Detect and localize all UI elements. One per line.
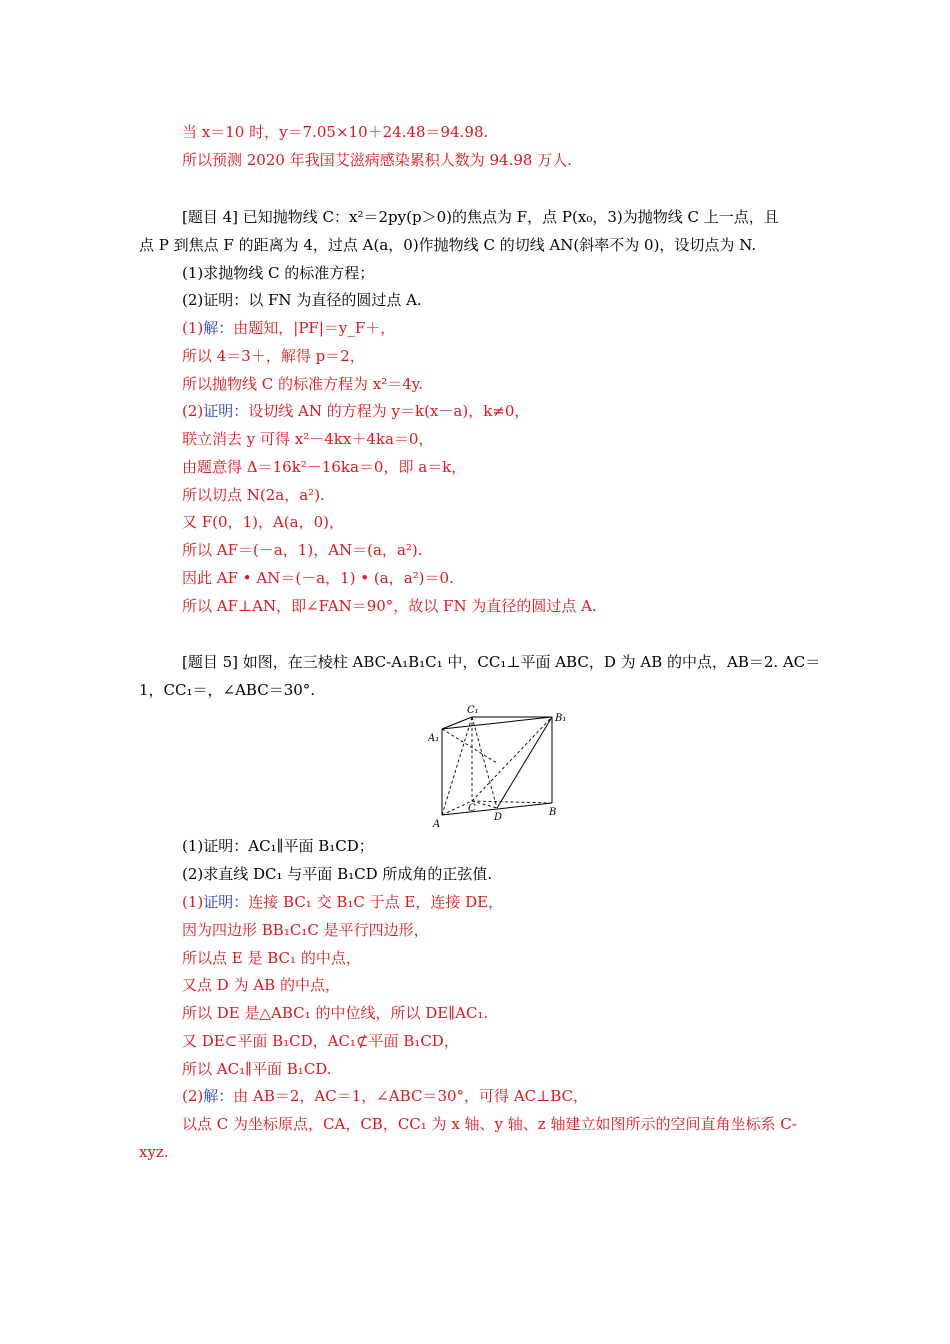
- problem5-question-1: (1)证明：AC₁∥平面 B₁CD；: [182, 837, 374, 855]
- problem5-stem-line2: 1，CC₁＝，∠ABC＝30°.: [139, 681, 316, 699]
- problem4-question-2: (2)证明：以 FN 为直径的圆过点 A.: [182, 291, 422, 309]
- segment-c1-d: [472, 717, 497, 808]
- problem4-proof-line: [182, 401, 529, 421]
- proof-tag: 证明：: [203, 893, 249, 911]
- solution-text: 由 AB＝2，AC＝1，∠ABC＝30°，可得 AC⊥BC，: [233, 1087, 589, 1105]
- label-d: D: [494, 812, 503, 823]
- problem4-proof-line-8: 所以 AF⊥AN，即∠FAN＝90°，故以 FN 为直径的圆过点 A.: [182, 597, 597, 615]
- proof-prefix: (1): [182, 893, 204, 911]
- problem4-stem-line1: [题目 4] 已知抛物线 C：x²＝2py(p＞0)的焦点为 F，点 P(x₀，3)为抛物线 C 上一点，且: [182, 208, 779, 226]
- label-a: A: [433, 819, 441, 830]
- segment-a1-e: [442, 729, 497, 763]
- proof-text: 连接 BC₁ 交 B₁C 于点 E，连接 DE，: [248, 893, 504, 911]
- problem5-question-2: (2)求直线 DC₁ 与平面 B₁CD 所成角的正弦值.: [182, 865, 493, 883]
- problem5-solution-line-3: xyz.: [139, 1143, 169, 1161]
- problem5-stem-line1: [题目 5] 如图，在三棱柱 ABC-A₁B₁C₁ 中，CC₁⊥平面 ABC，D 为 AB 的中点，AB＝2. AC＝: [182, 653, 821, 671]
- triangular-prism-figure: [428, 703, 574, 833]
- problem4-solution-line-3: 所以抛物线 C 的标准方程为 x²＝4y.: [182, 375, 424, 393]
- answer-line-2: 所以预测 2020 年我国艾滋病感染累积人数为 94.98 万人.: [182, 151, 572, 169]
- proof-text: 设切线 AN 的方程为 y＝k(x－a)，k≠0，: [248, 402, 530, 420]
- problem4-proof-line-7: 因此 AF • AN＝(－a，1) • (a，a²)＝0.: [182, 569, 454, 587]
- segment-a-c1: [442, 717, 472, 815]
- segment-b1-d: [497, 717, 552, 808]
- problem5-proof-line-2: 因为四边形 BB₁C₁C 是平行四边形，: [182, 921, 429, 939]
- problem4-stem-line2: 点 P 到焦点 F 的距离为 4，过点 A(a，0)作抛物线 C 的切线 AN(斜率不为 0)，设切点为 N.: [139, 236, 757, 254]
- problem4-solution-line-2: 所以 4＝3＋，解得 p＝2，: [182, 347, 365, 365]
- problem5-proof-line-4: 又点 D 为 AB 的中点，: [182, 976, 340, 994]
- segment-c-b1: [472, 717, 552, 801]
- problem5-proof-line: [182, 892, 503, 912]
- edge-a1-b1: [442, 717, 552, 729]
- problem5-proof-line-3: 所以点 E 是 BC₁ 的中点，: [182, 949, 361, 967]
- problem4-proof-line-4: 所以切点 N(2a，a²).: [182, 486, 325, 504]
- problem5-solution-2-line: [182, 1086, 588, 1106]
- segment-c-d: [472, 801, 497, 808]
- problem5-proof-line-7: 所以 AC₁∥平面 B₁CD.: [182, 1060, 332, 1078]
- problem4-proof-line-3: 由题意得 Δ＝16k²－16ka＝0，即 a＝k，: [182, 458, 467, 476]
- answer-line-1: 当 x＝10 时，y＝7.05×10＋24.48＝94.98.: [182, 123, 489, 141]
- problem4-proof-line-2: 联立消去 y 可得 x²－4kx＋4ka＝0，: [182, 430, 434, 448]
- label-b1: B₁: [555, 713, 567, 724]
- edge-c-b: [472, 801, 552, 803]
- label-c1: C₁: [467, 705, 479, 716]
- solution-tag: 解：: [203, 1087, 234, 1105]
- problem4-proof-line-5: 又 F(0，1)，A(a，0)，: [182, 513, 344, 531]
- problem4-question-1: (1)求抛物线 C 的标准方程；: [182, 264, 375, 282]
- label-b: B: [549, 807, 557, 818]
- solution-prefix: (1): [182, 319, 204, 337]
- proof-prefix: (2): [182, 402, 204, 420]
- label-c: C: [468, 803, 476, 814]
- problem5-solution-line-2: 以点 C 为坐标原点，CA，CB，CC₁ 为 x 轴、y 轴、z 轴建立如图所示的空间直角坐标系 C-: [182, 1115, 797, 1133]
- solution-text: 由题知，|PF|＝y_F＋，: [233, 319, 396, 337]
- problem4-proof-line-6: 所以 AF＝(－a，1)，AN＝(a，a²).: [182, 541, 423, 559]
- problem5-proof-line-6: 又 DE⊂平面 B₁CD，AC₁⊄平面 B₁CD，: [182, 1032, 459, 1050]
- problem4-solution-1-line: [182, 318, 395, 338]
- label-a1: A₁: [428, 733, 440, 744]
- solution-prefix: (2): [182, 1087, 204, 1105]
- solution-tag: 解：: [203, 319, 234, 337]
- proof-tag: 证明：: [203, 402, 249, 420]
- problem5-proof-line-5: 所以 DE 是△ABC₁ 的中位线，所以 DE∥AC₁.: [182, 1004, 489, 1022]
